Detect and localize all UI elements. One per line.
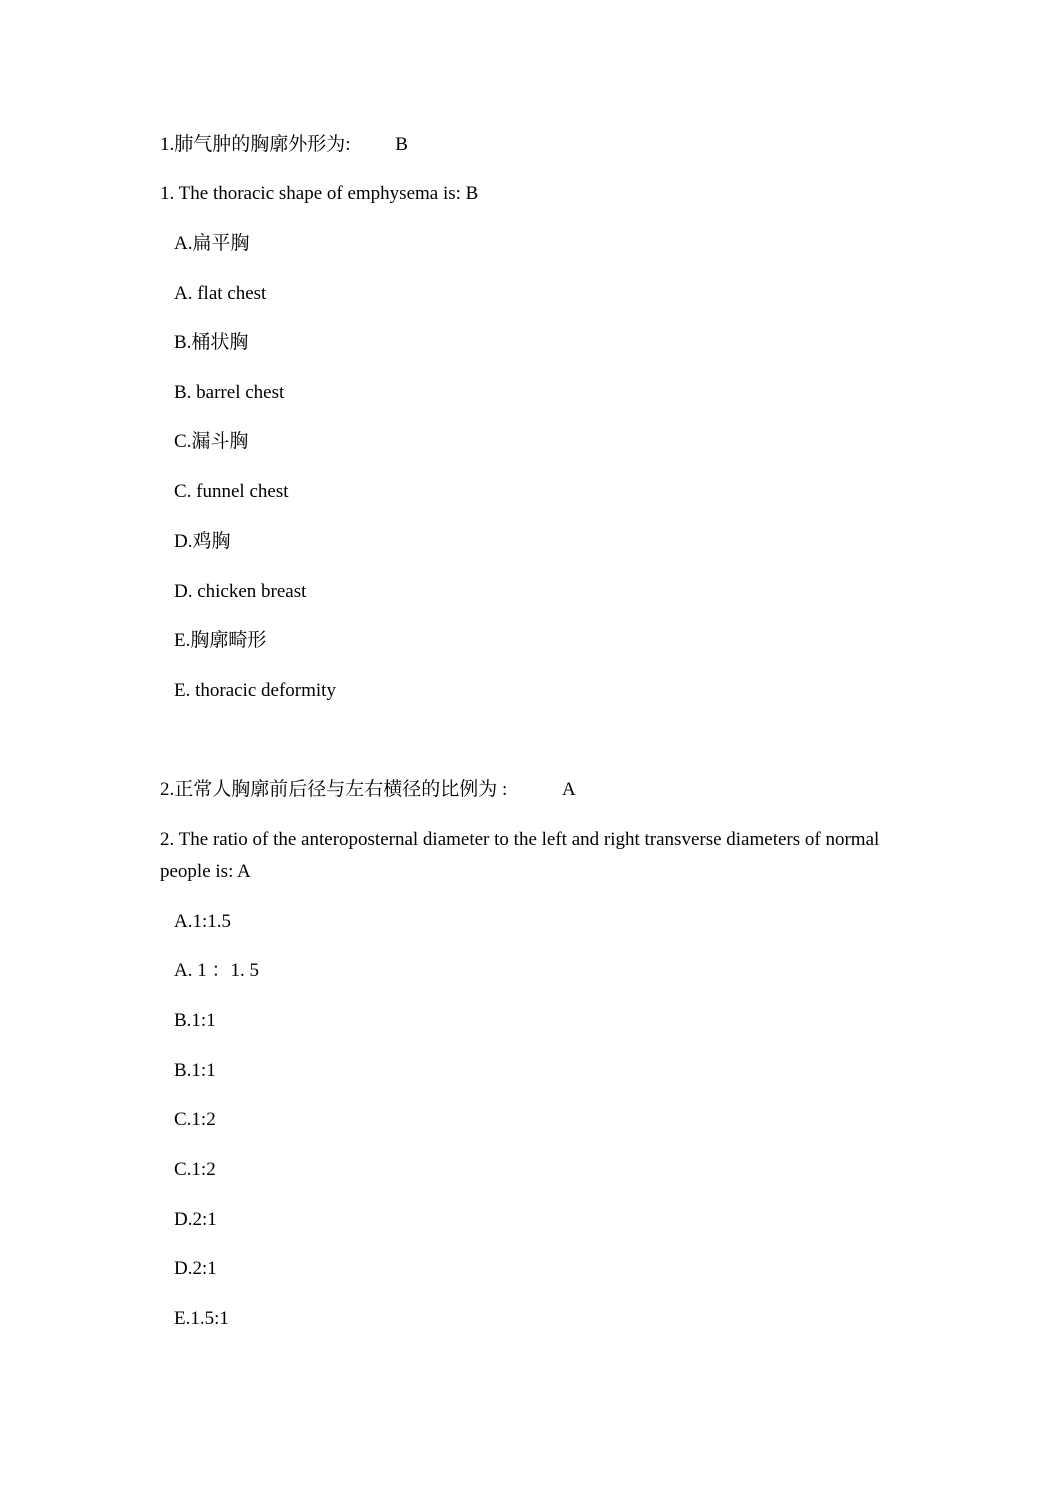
q1-option-e-chinese: E.胸廓畸形 bbox=[174, 630, 267, 651]
q2-option-b-english: B.1:1 bbox=[174, 1060, 216, 1081]
question-1-english: 1. The thoracic shape of emphysema is: B bbox=[160, 183, 479, 204]
q2-option-a-chinese: A.1:1.5 bbox=[174, 911, 231, 932]
question-2-chinese bbox=[160, 778, 576, 802]
q1-option-a-chinese: A.扁平胸 bbox=[174, 233, 250, 254]
q1-option-c-english: C. funnel chest bbox=[174, 481, 289, 502]
question-1-chinese-stem: 1.肺气肿的胸廓外形为: bbox=[160, 134, 351, 155]
question-2-chinese-stem: 2.正常人胸廓前后径与左右横径的比例为 : bbox=[160, 779, 508, 800]
q1-option-e-english: E. thoracic deformity bbox=[174, 680, 336, 701]
q1-option-c-chinese: C.漏斗胸 bbox=[174, 431, 249, 452]
q2-option-b-chinese: B.1:1 bbox=[174, 1010, 216, 1031]
question-1-chinese bbox=[160, 133, 408, 157]
q2-option-d-chinese: D.2:1 bbox=[174, 1209, 217, 1230]
question-2-chinese-answer: A bbox=[562, 779, 576, 800]
q2-option-d-english: D.2:1 bbox=[174, 1258, 217, 1279]
q1-option-a-english: A. flat chest bbox=[174, 283, 267, 304]
q1-option-b-english: B. barrel chest bbox=[174, 382, 285, 403]
q2-option-c-english: C.1:2 bbox=[174, 1159, 216, 1180]
q2-option-a-english: A. 1 ：1. 5 bbox=[174, 960, 259, 981]
question-2-english: 2. The ratio of the anteroposternal diameter to the left and right transverse diameters of normal people is: A bbox=[160, 829, 880, 882]
q2-option-c-chinese: C.1:2 bbox=[174, 1109, 216, 1130]
q1-option-d-chinese: D.鸡胸 bbox=[174, 531, 231, 552]
q1-option-d-english: D. chicken breast bbox=[174, 581, 307, 602]
q2-option-e-chinese: E.1.5:1 bbox=[174, 1308, 229, 1329]
q1-option-b-chinese: B.桶状胸 bbox=[174, 332, 249, 353]
question-1-chinese-answer: B bbox=[395, 134, 408, 155]
